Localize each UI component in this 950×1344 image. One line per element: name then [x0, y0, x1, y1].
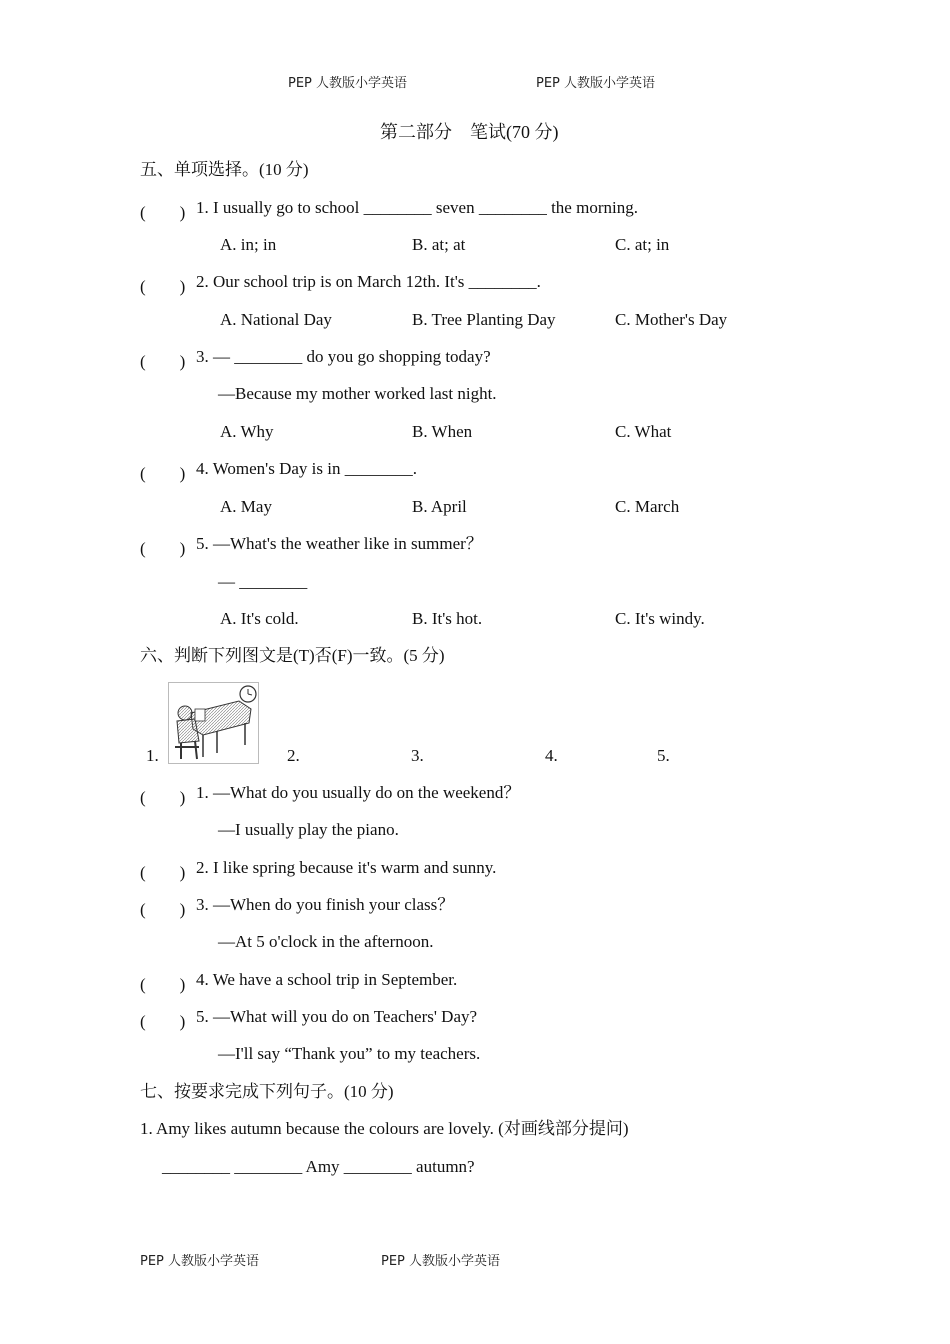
page-title: 第二部分 笔试(70 分) — [380, 122, 559, 142]
s5-q5-option-b: B. It's hot. — [412, 609, 483, 628]
s5-q1-option-c: C. at; in — [615, 235, 670, 254]
s6-q2-stem: 2. I like spring because it's warm and sunny. — [196, 858, 497, 877]
section7-heading: 七、按要求完成下列句子。(10 分) — [140, 1082, 394, 1101]
picture-number-1: 1. — [146, 746, 159, 765]
s5-q1-stem: 1. I usually go to school ________ seven ________ the morning. — [196, 198, 638, 217]
s5-q4-option-a: A. May — [220, 497, 272, 516]
s5-q5-stem: 5. —What's the weather like in summer？ — [196, 534, 483, 553]
picture-number-5: 5. — [657, 746, 670, 765]
header-left: PEP 人教版小学英语 — [288, 76, 408, 91]
header-right: PEP 人教版小学英语 — [536, 76, 656, 91]
answer-paren: ( ) — [140, 203, 186, 222]
s5-q5-option-a: A. It's cold. — [220, 609, 299, 628]
s6-q3-stem: 3. —When do you finish your class？ — [196, 895, 455, 914]
picture-number-3: 3. — [411, 746, 424, 765]
s5-q4-option-b: B. April — [412, 497, 467, 516]
piano-picture — [168, 682, 259, 764]
piano-player-icon — [169, 683, 258, 763]
s6-q5-stem: 5. —What will you do on Teachers' Day? — [196, 1007, 478, 1026]
s6-q1-stem: 1. —What do you usually do on the weekend？ — [196, 783, 521, 802]
s6-q4-stem: 4. We have a school trip in September. — [196, 970, 458, 989]
answer-paren: ( ) — [140, 352, 186, 371]
s6-q3-line2: —At 5 o'clock in the afternoon. — [218, 932, 434, 951]
picture-number-2: 2. — [287, 746, 300, 765]
s5-q5-option-c: C. It's windy. — [615, 609, 705, 628]
answer-paren: ( ) — [140, 863, 186, 882]
answer-paren: ( ) — [140, 1012, 186, 1031]
s5-q3-option-a: A. Why — [220, 422, 274, 441]
s5-q3-option-b: B. When — [412, 422, 473, 441]
answer-paren: ( ) — [140, 464, 186, 483]
s7-q1-answer-line: ________ ________ Amy ________ autumn? — [162, 1157, 475, 1176]
s5-q4-option-c: C. March — [615, 497, 680, 516]
s5-q2-stem: 2. Our school trip is on March 12th. It's ________. — [196, 272, 541, 291]
section6-heading: 六、判断下列图文是(T)否(F)一致。(5 分) — [140, 646, 445, 665]
s7-q1-stem: 1. Amy likes autumn because the colours are lovely. (对画线部分提问) — [140, 1119, 629, 1138]
footer-left: PEP 人教版小学英语 — [140, 1254, 260, 1269]
answer-paren: ( ) — [140, 900, 186, 919]
answer-paren: ( ) — [140, 788, 186, 807]
footer-right: PEP 人教版小学英语 — [381, 1254, 501, 1269]
s5-q4-stem: 4. Women's Day is in ________. — [196, 459, 417, 478]
s5-q3-stem: 3. — ________ do you go shopping today? — [196, 347, 491, 366]
s5-q2-option-c: C. Mother's Day — [615, 310, 728, 329]
picture-number-4: 4. — [545, 746, 558, 765]
s6-q1-line2: —I usually play the piano. — [218, 820, 399, 839]
answer-paren: ( ) — [140, 277, 186, 296]
s5-q2-option-b: B. Tree Planting Day — [412, 310, 556, 329]
s5-q5-line2: — ________ — [218, 572, 308, 591]
answer-paren: ( ) — [140, 539, 186, 558]
s5-q3-option-c: C. What — [615, 422, 672, 441]
s6-q5-line2: —I'll say “Thank you” to my teachers. — [218, 1044, 481, 1063]
section5-heading: 五、单项选择。(10 分) — [140, 160, 309, 179]
s5-q3-line2: —Because my mother worked last night. — [218, 384, 497, 403]
s5-q1-option-b: B. at; at — [412, 235, 466, 254]
s5-q1-option-a: A. in; in — [220, 235, 277, 254]
answer-paren: ( ) — [140, 975, 186, 994]
s5-q2-option-a: A. National Day — [220, 310, 332, 329]
